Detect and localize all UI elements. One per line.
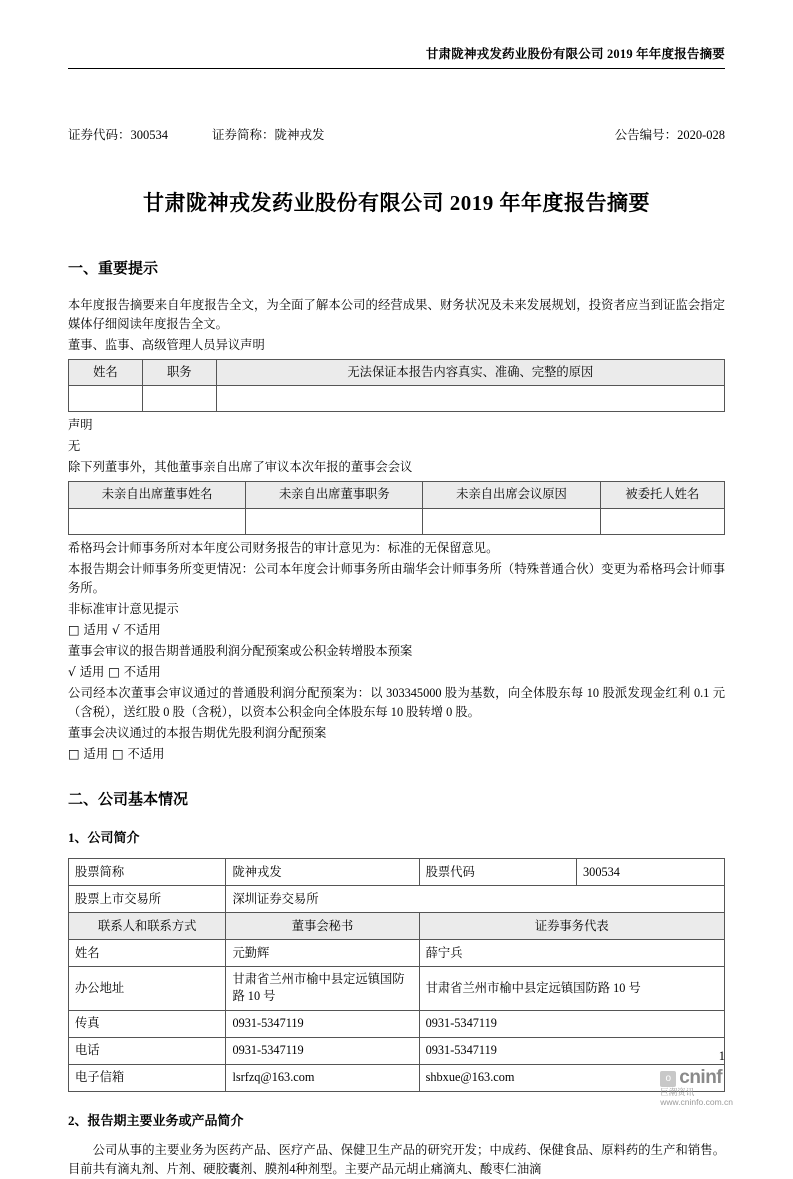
- profit-plan-choice: √ 适用 □ 不适用: [68, 664, 161, 679]
- table-header-row: [69, 360, 725, 386]
- table-row: [69, 1064, 725, 1091]
- company-profile-table: [68, 858, 725, 1091]
- table-header-row: [69, 482, 725, 508]
- label-contact-name: 姓名: [69, 940, 226, 967]
- value-listing-exchange: 深圳证券交易所: [226, 886, 725, 913]
- table-row: [69, 967, 725, 1010]
- table-row: [69, 1010, 725, 1037]
- page-title: 甘肃陇神戎发药业股份有限公司 2019 年年度报告摘要: [143, 191, 650, 215]
- auditor-change-paragraph: 本报告期会计师事务所变更情况：公司本年度会计师事务所由瑞华会计师事务所（特殊普通合伙）变更为希格玛会计师事务所。: [68, 561, 725, 595]
- code-line: [68, 125, 725, 143]
- notice-paragraph-1: 本年度报告摘要来自年度报告全文，为全面了解本公司的经营成果、财务状况及未来发展规划，投资者应当到证监会指定媒体仔细阅读年度报告全文。: [68, 298, 725, 332]
- column-header-absent-reason: 未亲自出席会议原因: [423, 482, 600, 508]
- section-heading-company-overview: 二、公司基本情况: [68, 792, 189, 809]
- profit-plan-detail: 公司经本次董事会审议通过的普通股利润分配预案为：以 303345000 股为基数，向全体股东每 10 股派发现金红利 0.1 元（含税），送红股 0 股（含税），以资本公积金向全体股东每 10 股转增 0 股。: [68, 686, 725, 720]
- cell-proxy-name: [600, 508, 724, 534]
- cell-reason: [216, 386, 724, 412]
- notice-number: 公告编号：2020-028: [614, 128, 725, 142]
- absent-directors-table: [68, 481, 725, 534]
- statement-label: 声明: [68, 418, 93, 433]
- cell-name: [69, 386, 143, 412]
- cell-absent-reason: [423, 508, 600, 534]
- main-business-paragraph: 公司从事的主要业务为医药产品、医疗产品、保健卫生产品的研究开发；中成药、保健食品、原料药的生产和销售。目前共有滴丸剂、片剂、硬胶囊剂、膜剂4种剂型。主要产品元胡止痛滴丸、酸枣仁油滴: [68, 1142, 725, 1176]
- dissent-statement-table: [68, 359, 725, 412]
- notice-paragraph-2: 董事、监事、高级管理人员异议声明: [68, 338, 265, 353]
- watermark-logo-line: [660, 1067, 733, 1089]
- audit-opinion-paragraph: 希格玛会计师事务所对本年度公司财务报告的审计意见为：标准的无保留意见。: [68, 540, 499, 555]
- running-header: 甘肃陇神戎发药业股份有限公司 2019 年年度报告摘要: [425, 47, 725, 61]
- stock-code: 证券代码：300534: [68, 128, 169, 142]
- subsection-heading-main-business: 2、报告期主要业务或产品简介: [68, 1112, 244, 1128]
- table-row: [69, 886, 725, 913]
- column-header-name: 姓名: [69, 360, 143, 386]
- statement-value: 无: [68, 439, 81, 454]
- label-phone: 电话: [69, 1037, 226, 1064]
- absent-directors-note: 除下列董事外，其他董事亲自出席了审议本次年报的董事会会议: [68, 460, 413, 475]
- value-rep-fax: 0931-5347119: [419, 1010, 724, 1037]
- cell-position: [142, 386, 216, 412]
- column-header-reason: 无法保证本报告内容真实、准确、完整的原因: [216, 360, 724, 386]
- watermark-badge-icon: o: [660, 1071, 676, 1087]
- value-rep-email: shbxue@163.com: [419, 1064, 724, 1091]
- column-header-contacts: 联系人和联系方式: [69, 913, 226, 940]
- label-office-address: 办公地址: [69, 967, 226, 1010]
- header-divider: [68, 68, 725, 69]
- label-fax: 传真: [69, 1010, 226, 1037]
- value-secretary-fax: 0931-5347119: [226, 1010, 419, 1037]
- label-stock-code: 股票代码: [419, 859, 576, 886]
- table-header-row: [69, 913, 725, 940]
- table-row: [69, 1037, 725, 1064]
- table-row: [69, 859, 725, 886]
- section-heading-important-notice: 一、重要提示: [68, 261, 159, 277]
- value-stock-code: 300534: [577, 859, 725, 886]
- watermark-url: www.cninfo.com.cn: [660, 1097, 733, 1108]
- cell-absent-name: [69, 508, 246, 534]
- column-header-absent-position: 未亲自出席董事职务: [246, 482, 423, 508]
- cell-absent-position: [246, 508, 423, 534]
- watermark: [660, 1067, 733, 1108]
- column-header-absent-name: 未亲自出席董事姓名: [69, 482, 246, 508]
- stock-abbreviation: 证券简称：陇神戎发: [212, 128, 325, 142]
- value-secretary-name: 元勤辉: [226, 940, 419, 967]
- value-secretary-phone: 0931-5347119: [226, 1037, 419, 1064]
- watermark-subtitle: 巨潮资讯: [660, 1087, 695, 1098]
- column-header-board-secretary: 董事会秘书: [226, 913, 419, 940]
- table-row: [69, 508, 725, 534]
- page-number: 1: [718, 1049, 725, 1063]
- column-header-position: 职务: [142, 360, 216, 386]
- label-listing-exchange: 股票上市交易所: [69, 886, 226, 913]
- profit-plan-label: 董事会审议的报告期普通股利润分配预案或公积金转增股本预案: [68, 643, 413, 658]
- table-row: [69, 940, 725, 967]
- column-header-securities-rep: 证券事务代表: [419, 913, 724, 940]
- preferred-profit-plan-label: 董事会决议通过的本报告期优先股利润分配预案: [68, 726, 327, 741]
- watermark-logo: cninf: [679, 1066, 723, 1088]
- preferred-profit-plan-choice: □ 适用 □ 不适用: [68, 747, 165, 762]
- non-standard-audit-choice: □ 适用 √ 不适用: [68, 622, 161, 637]
- column-header-proxy-name: 被委托人姓名: [600, 482, 724, 508]
- value-rep-address: 甘肃省兰州市榆中县定远镇国防路 10 号: [419, 967, 724, 1010]
- value-rep-name: 薛宁兵: [419, 940, 724, 967]
- value-secretary-email: lsrfzq@163.com: [226, 1064, 419, 1091]
- label-email: 电子信箱: [69, 1064, 226, 1091]
- value-rep-phone: 0931-5347119: [419, 1037, 724, 1064]
- value-secretary-address: 甘肃省兰州市榆中县定远镇国防路 10 号: [226, 967, 419, 1010]
- table-row: [69, 386, 725, 412]
- subsection-heading-company-profile: 1、公司简介: [68, 830, 140, 846]
- value-stock-abbr: 陇神戎发: [226, 859, 419, 886]
- label-stock-abbr: 股票简称: [69, 859, 226, 886]
- non-standard-audit-label: 非标准审计意见提示: [68, 601, 179, 616]
